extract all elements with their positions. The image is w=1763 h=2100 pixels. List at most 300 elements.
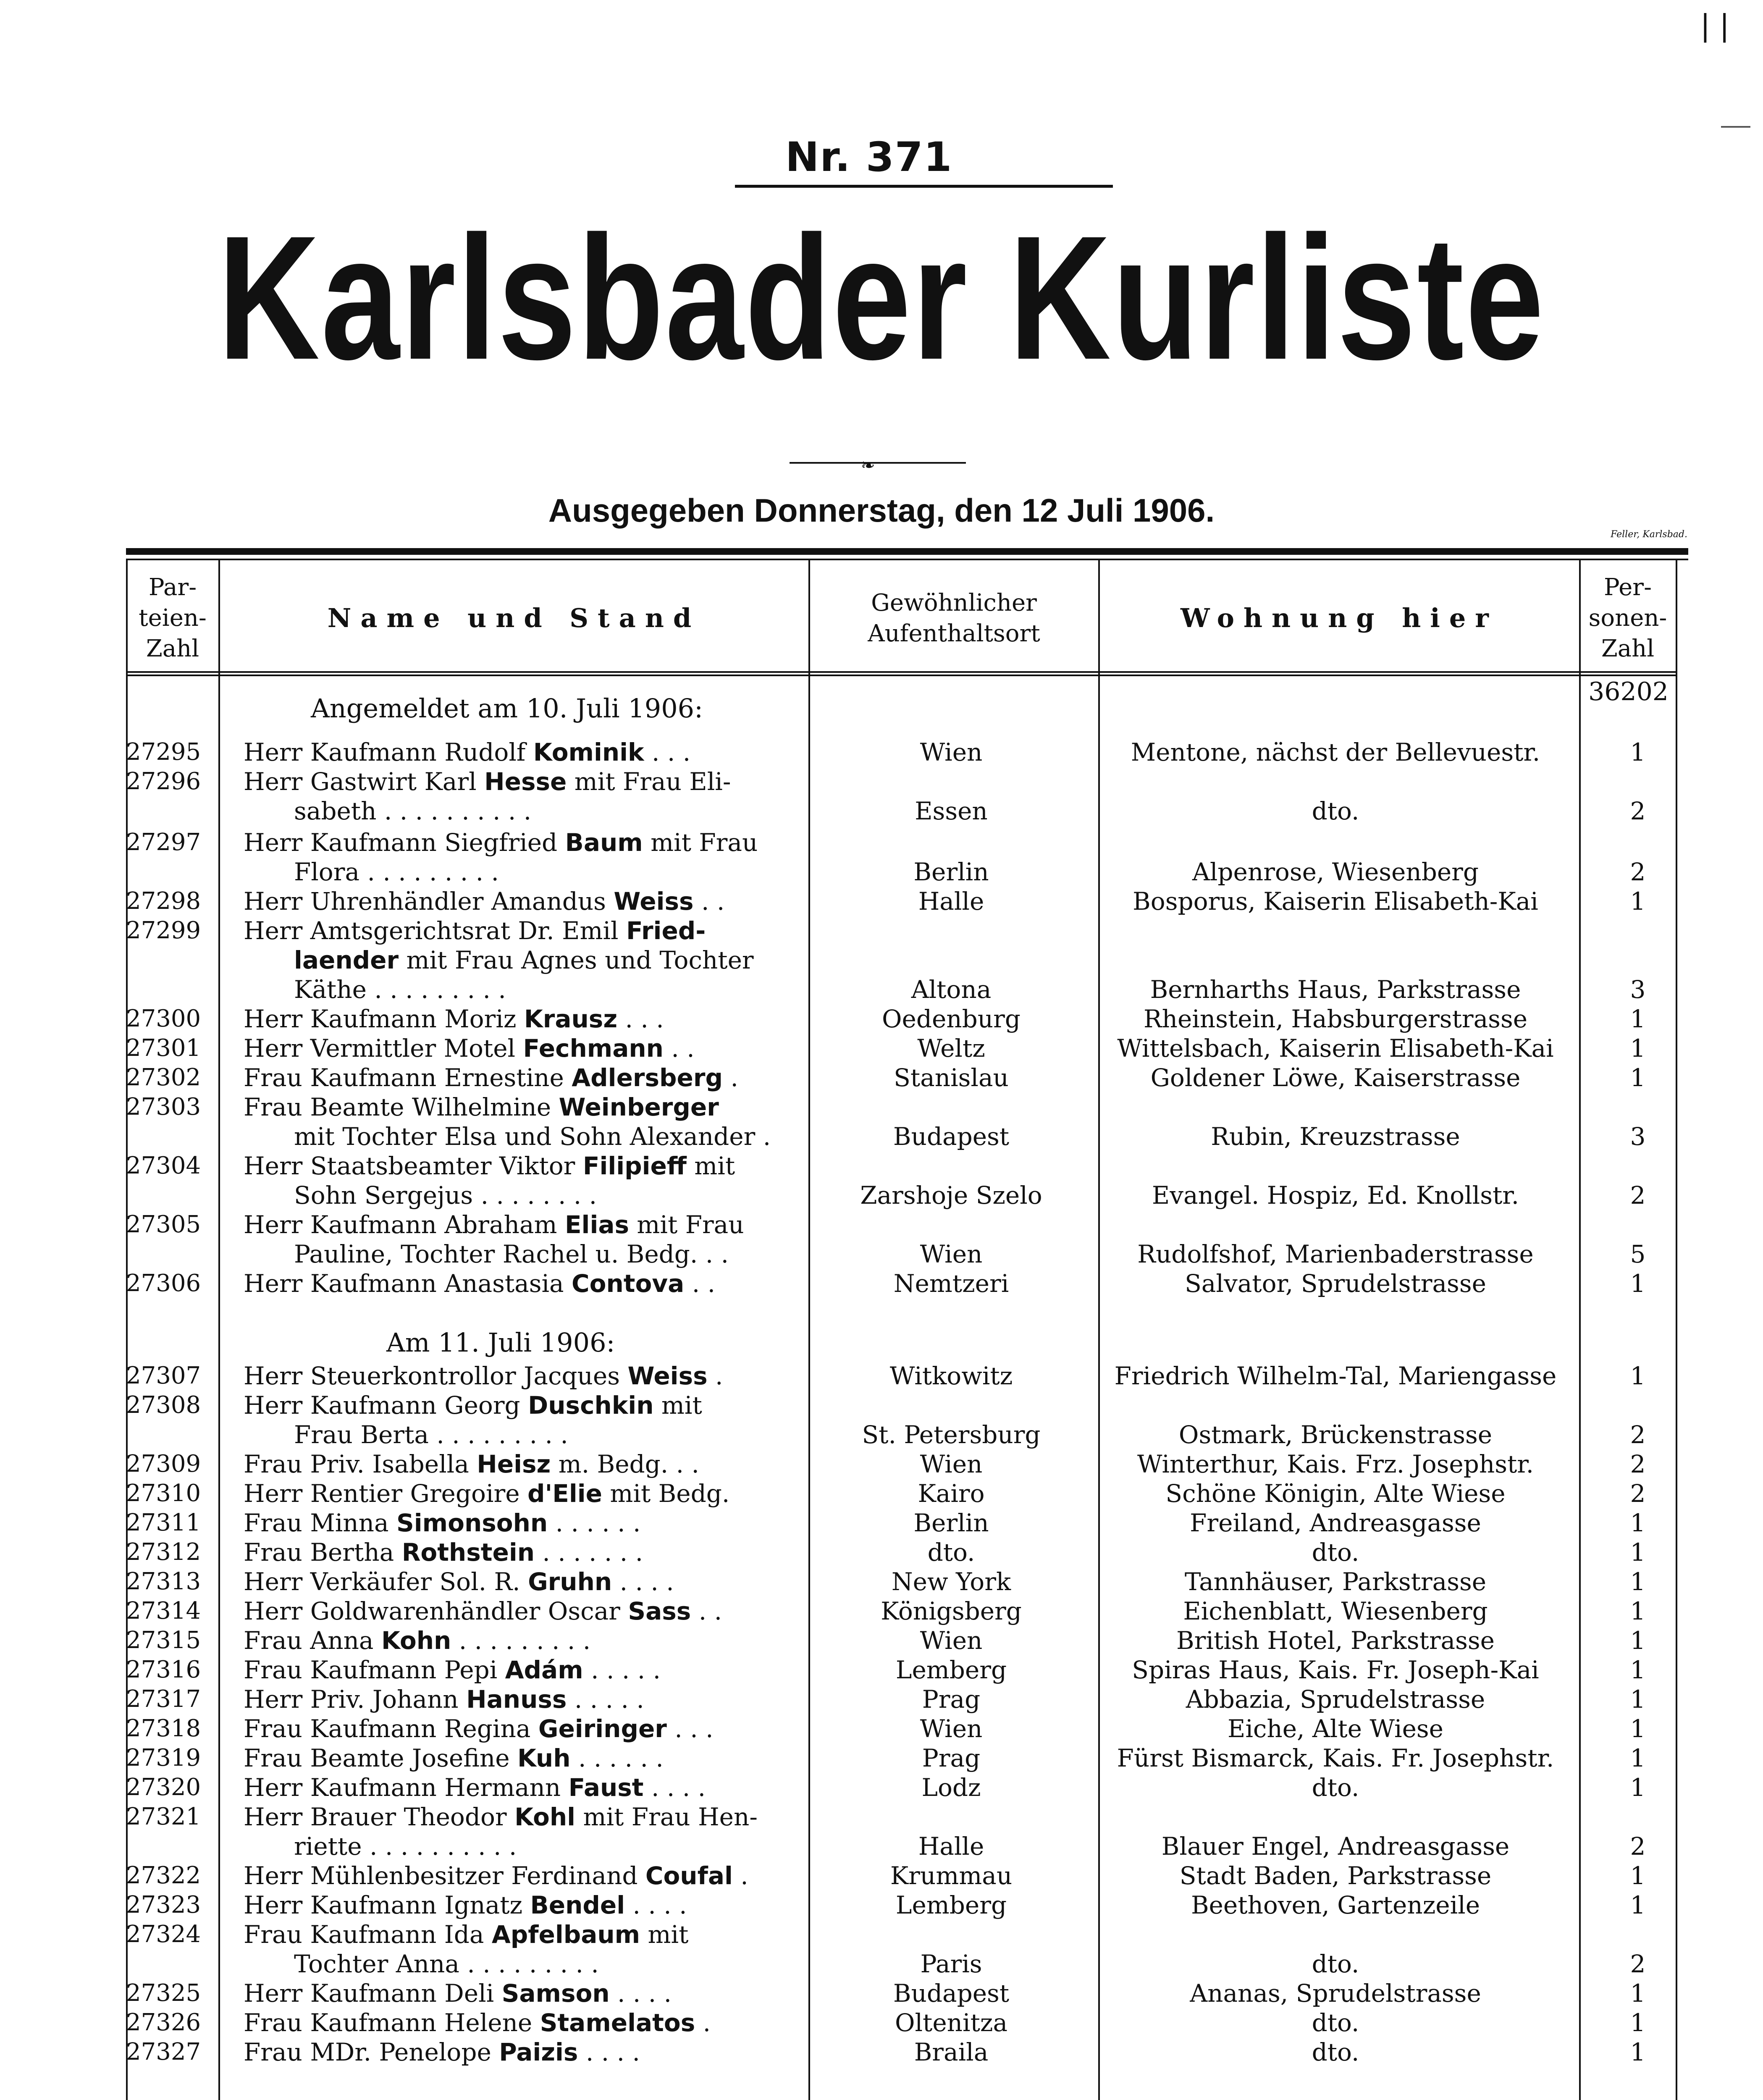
entry-persons: 1 [1630, 1891, 1646, 1919]
entry-persons: 1 [1630, 1685, 1646, 1714]
entry-origin: Krummau [890, 1861, 1013, 1890]
entry-residence: Eiche, Alte Wiese [1228, 1714, 1443, 1743]
table-row [0, 1478, 1763, 1509]
entry-number: 27305 [126, 1211, 201, 1238]
entry-name-suffix: . . . . [625, 1891, 687, 1919]
entry-name-continued: Pauline, Tochter Rachel u. Bedg. . . [294, 1240, 729, 1268]
entry-name-text: Frau Beamte Wilhelmine [244, 1093, 559, 1121]
masthead-title: Karlsbader Kurliste [218, 200, 1545, 396]
entry-number: 27325 [126, 1979, 201, 2007]
entry-number: 27314 [126, 1597, 201, 1625]
entry-persons: 2 [1630, 797, 1646, 825]
entry-name-suffix: . [723, 1063, 738, 1092]
entry-surname: Kohl [514, 1803, 576, 1831]
entry-origin: Nemtzeri [893, 1269, 1009, 1298]
entry-persons: 2 [1630, 1181, 1646, 1210]
entry-surname: Gruhn [528, 1567, 612, 1596]
entry-name-suffix: . . . . . . [548, 1509, 641, 1537]
entry-name-text: Herr Priv. Johann [244, 1685, 467, 1714]
entry-persons: 1 [1630, 1656, 1646, 1684]
entry-origin: Zarshoje Szelo [860, 1181, 1042, 1210]
entry-name-text: Herr Goldwarenhändler Oscar [244, 1597, 628, 1625]
table-row [0, 1361, 1763, 1391]
entry-residence: dto. [1312, 2038, 1359, 2066]
entry-number: 27326 [126, 2009, 201, 2036]
entry-name-text: Herr Kaufmann Georg [244, 1391, 528, 1420]
entry-residence: Tannhäuser, Parkstrasse [1184, 1567, 1487, 1596]
entry-residence: Abbazia, Sprudelstrasse [1186, 1685, 1485, 1714]
table-row [0, 1063, 1763, 1093]
entry-name-text: Frau Beamte Josefine [244, 1744, 517, 1772]
entry-persons: 3 [1630, 975, 1646, 1004]
table-row [0, 2008, 1763, 2038]
entry-name-suffix: . [695, 2008, 711, 2037]
entry-residence: Goldener Löwe, Kaiserstrasse [1150, 1063, 1521, 1092]
entry-surname: Adlersberg [572, 1063, 723, 1092]
entry-name-text: Herr Kaufmann Moriz [244, 1005, 524, 1033]
entry-residence: dto. [1312, 2008, 1359, 2037]
entry-origin: Altona [911, 975, 992, 1004]
entry-name-suffix: m. Bedg. . . [551, 1450, 699, 1478]
entry-name-text: Herr Steuerkontrollor Jacques [244, 1362, 628, 1390]
entry-surname: Elias [564, 1210, 629, 1239]
entry-residence: Evangel. Hospiz, Ed. Knollstr. [1152, 1181, 1519, 1210]
col-header-persons [1581, 565, 1674, 672]
table-row [0, 1268, 1763, 1299]
entry-name-suffix: . . . [617, 1005, 664, 1033]
entry-number: 27315 [126, 1627, 201, 1654]
entry-number: 27308 [126, 1391, 201, 1419]
table-row [0, 1537, 1763, 1567]
table-row [0, 1743, 1763, 1773]
entry-name-text: Herr Kaufmann Siegfried [244, 828, 565, 857]
entry-residence: dto. [1312, 797, 1359, 825]
entry-residence: British Hotel, Parkstrasse [1176, 1626, 1495, 1655]
col-header-persons-1: Per- [1604, 574, 1652, 601]
entry-persons: 1 [1630, 738, 1646, 766]
entry-persons: 2 [1630, 1420, 1646, 1449]
entry-surname: Filipieff [582, 1152, 687, 1180]
entry-persons: 1 [1630, 1626, 1646, 1655]
entry-residence: Spiras Haus, Kais. Fr. Joseph-Kai [1132, 1656, 1539, 1684]
entry-name-text: Frau MDr. Penelope [244, 2038, 499, 2066]
entry-number: 27295 [126, 738, 201, 766]
entry-persons: 1 [1630, 1861, 1646, 1890]
entry-number: 27317 [126, 1685, 201, 1713]
entry-origin: Königsberg [881, 1597, 1022, 1625]
entry-origin: Kairo [918, 1479, 985, 1508]
entry-origin: Lodz [921, 1773, 981, 1802]
table-row [0, 1772, 1763, 1803]
entry-persons: 2 [1630, 1832, 1646, 1861]
entry-residence: dto. [1312, 1538, 1359, 1567]
entry-surname: Baum [565, 828, 643, 857]
entry-name-text: Herr Kaufmann Abraham [244, 1210, 565, 1239]
entry-name-text: Herr Vermittler Motel [244, 1034, 523, 1063]
entry-surname: Weiss [627, 1362, 708, 1390]
table-row [0, 1684, 1763, 1714]
issue-rule [735, 185, 1113, 188]
entry-origin: Wien [920, 738, 983, 766]
table-row [0, 916, 1763, 946]
table-row [0, 1420, 1763, 1450]
entry-residence: Bosporus, Kaiserin Elisabeth-Kai [1133, 887, 1538, 916]
entry-persons: 2 [1630, 1950, 1646, 1978]
table-row [0, 1033, 1763, 1063]
col-header-origin [811, 565, 1097, 672]
total-carried: 36202 [1588, 677, 1669, 706]
entry-surname: Faust [568, 1773, 644, 1802]
entry-surname: Contova [572, 1269, 685, 1298]
entry-persons: 1 [1630, 1773, 1646, 1802]
entry-name-suffix: . . . [644, 738, 691, 766]
table-row [0, 1239, 1763, 1269]
entry-origin: Lemberg [895, 1656, 1007, 1684]
entry-persons: 1 [1630, 1567, 1646, 1596]
col-header-no-1: Par- [148, 574, 197, 601]
entry-name-text: Herr Kaufmann Hermann [244, 1773, 569, 1802]
entry-name-continued: sabeth . . . . . . . . . . [294, 797, 532, 825]
entry-name-text: Herr Kaufmann Anastasia [244, 1269, 572, 1298]
issue-date: Ausgegeben Donnerstag, den 12 Juli 1906. [548, 492, 1215, 529]
col-header-residence: Wohnung hier [1181, 603, 1498, 634]
issue-number: Nr. 371 [785, 134, 953, 181]
entry-name-suffix: . . . . . . . . . [451, 1626, 591, 1655]
entry-persons: 1 [1630, 1538, 1646, 1567]
entry-persons: 1 [1630, 887, 1646, 916]
entry-residence: Salvator, Sprudelstrasse [1185, 1269, 1486, 1298]
entry-name-continued-text: mit Frau Agnes und Tochter [399, 946, 754, 974]
entry-persons: 2 [1630, 1479, 1646, 1508]
table-row [0, 1180, 1763, 1210]
entry-number: 27304 [126, 1152, 201, 1179]
entry-name-suffix: . . [691, 1597, 722, 1625]
table-row [0, 1004, 1763, 1034]
entry-number: 27310 [126, 1480, 201, 1507]
entry-name-suffix: . [707, 1362, 723, 1390]
entry-surname: Hanuss [466, 1685, 567, 1714]
entry-number: 27313 [126, 1568, 201, 1595]
entry-residence: Mentone, nächst der Bellevuestr. [1131, 738, 1540, 766]
col-header-persons-3: Zahl [1601, 635, 1655, 662]
table-row [0, 974, 1763, 1005]
entry-residence: Friedrich Wilhelm-Tal, Mariengasse [1114, 1362, 1557, 1390]
entry-surname: Samson [501, 1979, 610, 2008]
entry-origin: Prag [922, 1744, 981, 1772]
entry-origin: Wien [920, 1240, 983, 1268]
table-row [0, 1449, 1763, 1479]
entry-surname: Kohn [381, 1626, 451, 1655]
entry-residence: Rubin, Kreuzstrasse [1211, 1122, 1460, 1151]
entry-number: 27312 [126, 1538, 201, 1566]
entry-name-continued: Frau Berta . . . . . . . . . [294, 1420, 568, 1449]
entry-number: 27302 [126, 1064, 201, 1091]
entry-residence: Freiland, Andreasgasse [1190, 1509, 1481, 1537]
entry-origin: Lemberg [895, 1891, 1007, 1919]
entry-number: 27324 [126, 1921, 201, 1948]
table-row [0, 827, 1763, 858]
entry-origin: Oedenburg [882, 1005, 1021, 1033]
table-top-rule-thin [126, 559, 1688, 560]
entry-name-continued: riette . . . . . . . . . . [294, 1832, 517, 1861]
table-row [0, 796, 1763, 826]
entry-name-suffix: mit [653, 1391, 702, 1420]
entry-name-suffix: . [732, 1861, 748, 1890]
table-row [0, 857, 1763, 887]
entry-name-continued: Käthe . . . . . . . . . [294, 975, 506, 1004]
entry-name-suffix: . . . . [609, 1979, 672, 2008]
table-row [0, 1714, 1763, 1744]
entry-name-text: Frau Anna [244, 1626, 381, 1655]
table-row [0, 1121, 1763, 1152]
entry-origin: New York [891, 1567, 1011, 1596]
entry-name-suffix: . . . . [643, 1773, 706, 1802]
entry-number: 27300 [126, 1005, 201, 1032]
table-row [0, 945, 1763, 975]
entry-name-suffix: mit Frau Hen- [575, 1803, 758, 1831]
entry-name-text: Herr Staatsbeamter Viktor [244, 1152, 583, 1180]
entry-residence: dto. [1312, 1773, 1359, 1802]
entry-surname: Fechmann [523, 1034, 664, 1063]
entry-origin: Braila [914, 2038, 989, 2066]
entry-surname: Geiringer [538, 1714, 667, 1743]
entry-name-text: Herr Gastwirt Karl [244, 767, 485, 796]
entry-persons: 1 [1630, 1005, 1646, 1033]
entry-number: 27306 [126, 1270, 201, 1297]
entry-surname: Fried- [626, 916, 706, 945]
entry-residence: Fürst Bismarck, Kais. Fr. Josephstr. [1117, 1744, 1554, 1772]
entry-surname: Sass [628, 1597, 691, 1625]
entry-persons: 1 [1630, 1034, 1646, 1063]
entry-residence: Winterthur, Kais. Frz. Josephstr. [1137, 1450, 1534, 1478]
entry-name-suffix: . . [684, 1269, 716, 1298]
entry-persons: 1 [1630, 1979, 1646, 2008]
entry-surname: Coufal [645, 1861, 733, 1890]
entry-number: 27321 [126, 1803, 201, 1830]
entry-surname: Kuh [517, 1744, 571, 1772]
entry-number: 27299 [126, 917, 201, 944]
entry-surname: Hesse [484, 767, 567, 796]
entry-residence: dto. [1312, 1950, 1359, 1978]
entry-name-text: Frau Priv. Isabella [244, 1450, 477, 1478]
entry-name-text: Herr Amtsgerichtsrat Dr. Emil [244, 916, 627, 945]
entry-name-text: Herr Uhrenhändler Amandus [244, 887, 614, 916]
entry-name-suffix: mit [640, 1920, 689, 1949]
entry-name-suffix: mit Frau [629, 1210, 744, 1239]
entry-name-text: Frau Kaufmann Pepi [244, 1656, 505, 1684]
entry-name [244, 1919, 802, 1950]
entry-origin: Budapest [893, 1122, 1010, 1151]
entry-persons: 1 [1630, 2008, 1646, 2037]
entry-number: 27327 [126, 2038, 201, 2066]
entry-persons: 5 [1630, 1240, 1646, 1268]
entry-surname: Weinberger [559, 1093, 719, 1121]
entry-origin: Witkowitz [889, 1362, 1013, 1390]
entry-residence: Schöne Königin, Alte Wiese [1165, 1479, 1506, 1508]
entry-name-suffix: . . . . [612, 1567, 674, 1596]
entry-persons: 2 [1630, 858, 1646, 886]
entry-number: 27323 [126, 1891, 201, 1919]
entry-name-text: Frau Kaufmann Ernestine [244, 1063, 572, 1092]
entry-name-suffix: . . . . [578, 2038, 640, 2066]
entry-origin: Wien [920, 1450, 983, 1478]
entry-name [244, 1092, 802, 1122]
table-row [0, 1508, 1763, 1538]
entry-name-suffix: . . [663, 1034, 695, 1063]
table-row [0, 2037, 1763, 2067]
table-row [0, 1802, 1763, 1832]
entry-name [244, 1151, 802, 1181]
entry-residence: Rudolfshof, Marienbaderstrasse [1137, 1240, 1534, 1268]
entry-persons: 1 [1630, 1063, 1646, 1092]
entry-residence: Stadt Baden, Parkstrasse [1179, 1861, 1492, 1890]
entry-name [244, 1390, 802, 1420]
table-row [0, 1567, 1763, 1597]
entry-name-suffix: mit Bedg. [602, 1479, 730, 1508]
entry-origin: Prag [922, 1685, 981, 1714]
entry-origin: Halle [918, 1832, 984, 1861]
table-top-rule [126, 548, 1688, 555]
table-row [0, 1890, 1763, 1920]
entry-surname: Stamelatos [540, 2008, 695, 2037]
entry-surname: Duschkin [528, 1391, 654, 1420]
table-row [0, 1919, 1763, 1950]
entry-name-continued: mit Tochter Elsa und Sohn Alexander . [294, 1122, 771, 1151]
printer-imprint: Feller, Karlsbad. [1611, 529, 1687, 540]
entry-name [244, 827, 802, 858]
entry-surname: Bendel [530, 1891, 625, 1919]
entry-persons: 1 [1630, 1509, 1646, 1537]
table-row [0, 1625, 1763, 1656]
entry-origin: Halle [918, 887, 984, 916]
entry-surname: Simonsohn [396, 1509, 548, 1537]
entry-name-continued: Flora . . . . . . . . . [294, 858, 499, 886]
entry-surname: Paizis [499, 2038, 578, 2066]
col-header-no [128, 565, 217, 672]
entry-number: 27311 [126, 1509, 201, 1536]
section-heading-2: Am 11. Juli 1906: [386, 1327, 615, 1358]
entry-name-suffix: mit [686, 1152, 735, 1180]
col-header-no-2: teien- [139, 604, 207, 632]
entry-name-continued: Sohn Sergejus . . . . . . . . [294, 1181, 597, 1210]
entry-name-text: Herr Mühlenbesitzer Ferdinand [244, 1861, 645, 1890]
entry-number: 27297 [126, 829, 201, 856]
entry-name-continued [294, 945, 754, 975]
entry-persons: 3 [1630, 1122, 1646, 1151]
entry-name-text: Frau Kaufmann Regina [244, 1714, 538, 1743]
entry-number: 27316 [126, 1656, 201, 1683]
table-row [0, 1596, 1763, 1626]
entry-name-continued: Tochter Anna . . . . . . . . . [294, 1950, 599, 1978]
entry-number: 27318 [126, 1715, 201, 1742]
entry-name-text: Frau Kaufmann Helene [244, 2008, 540, 2037]
entry-origin: Berlin [913, 858, 989, 886]
entry-origin: Oltenitza [895, 2008, 1008, 2037]
entry-name [244, 916, 802, 946]
entry-name [244, 1802, 802, 1832]
entry-residence: Bernharths Haus, Parkstrasse [1150, 975, 1521, 1004]
entry-surname: d'Elie [527, 1479, 602, 1508]
entry-number: 27301 [126, 1034, 201, 1062]
entry-residence: Wittelsbach, Kaiserin Elisabeth-Kai [1117, 1034, 1554, 1063]
entry-number: 27307 [126, 1362, 201, 1389]
entry-origin: Wien [920, 1714, 983, 1743]
entry-name-text: Frau Minna [244, 1509, 397, 1537]
entry-number: 27303 [126, 1093, 201, 1121]
table-row [0, 886, 1763, 916]
col-header-origin-1: Gewöhnlicher [871, 589, 1037, 617]
header-rule-2 [126, 675, 1676, 676]
entry-name-suffix: . . . . . . [570, 1744, 664, 1772]
entry-surname: Heisz [477, 1450, 551, 1478]
entry-persons: 1 [1630, 1597, 1646, 1625]
entry-name-suffix: mit Frau Eli- [567, 767, 731, 796]
entry-number: 27298 [126, 887, 201, 915]
entry-name-text: Frau Kaufmann Ida [244, 1920, 492, 1949]
entry-residence: Ananas, Sprudelstrasse [1190, 1979, 1481, 2008]
entry-persons: 1 [1630, 2038, 1646, 2066]
entry-number: 27322 [126, 1862, 201, 1889]
entry-persons: 1 [1630, 1269, 1646, 1298]
entry-name-text: Herr Verkäufer Sol. R. [244, 1567, 528, 1596]
table-row [0, 1092, 1763, 1122]
table-row [0, 1949, 1763, 1979]
entry-surname: Apfelbaum [491, 1920, 640, 1949]
entry-origin: Essen [915, 797, 988, 825]
entry-residence: Beethoven, Gartenzeile [1191, 1891, 1480, 1919]
entry-number: 27309 [126, 1450, 201, 1478]
table-row [0, 1390, 1763, 1420]
entry-name-suffix: . . . . . [583, 1656, 661, 1684]
col-header-no-3: Zahl [146, 635, 199, 662]
entry-origin: Berlin [913, 1509, 989, 1537]
entry-name-text: Herr Rentier Gregoire [244, 1479, 527, 1508]
entry-name-suffix: . . [693, 887, 725, 916]
entry-residence: Blauer Engel, Andreasgasse [1161, 1832, 1510, 1861]
entry-name-text: Herr Kaufmann Ignatz [244, 1891, 530, 1919]
table-row [0, 1151, 1763, 1181]
entry-name-suffix: . . . [666, 1714, 714, 1743]
table-row [0, 1978, 1763, 2008]
entry-name-suffix: . . . . . [567, 1685, 644, 1714]
entry-origin: Stanislau [894, 1063, 1009, 1092]
table-row [0, 1831, 1763, 1861]
entry-surname: Weiss [614, 887, 694, 916]
entry-name [244, 1210, 802, 1240]
entry-persons: 1 [1630, 1714, 1646, 1743]
col-header-name: Name und Stand [327, 603, 701, 634]
entry-origin: Paris [920, 1950, 982, 1978]
entry-name-suffix: . . . . . . . [534, 1538, 643, 1567]
col-header-persons-2: sonen- [1588, 604, 1667, 632]
entry-residence: Ostmark, Brückenstrasse [1178, 1420, 1493, 1449]
table-row [0, 737, 1763, 767]
entry-name-suffix: mit Frau [643, 828, 758, 857]
entry-surname-continued: laender [294, 946, 399, 974]
entry-surname: Kominik [533, 738, 644, 766]
entry-origin: Weltz [917, 1034, 985, 1063]
entry-persons: 1 [1630, 1744, 1646, 1772]
entry-number: 27320 [126, 1774, 201, 1801]
edge-marks: | | [1700, 8, 1729, 43]
entry-number: 27296 [126, 768, 201, 795]
entry-surname: Rothstein [401, 1538, 535, 1567]
entry-surname: Krausz [524, 1005, 618, 1033]
ornament-icon: ❧ [861, 456, 875, 475]
table-row [0, 1210, 1763, 1240]
entry-name-text: Herr Kaufmann Deli [244, 1979, 502, 2008]
entry-name-text: Herr Kaufmann Rudolf [244, 738, 533, 766]
